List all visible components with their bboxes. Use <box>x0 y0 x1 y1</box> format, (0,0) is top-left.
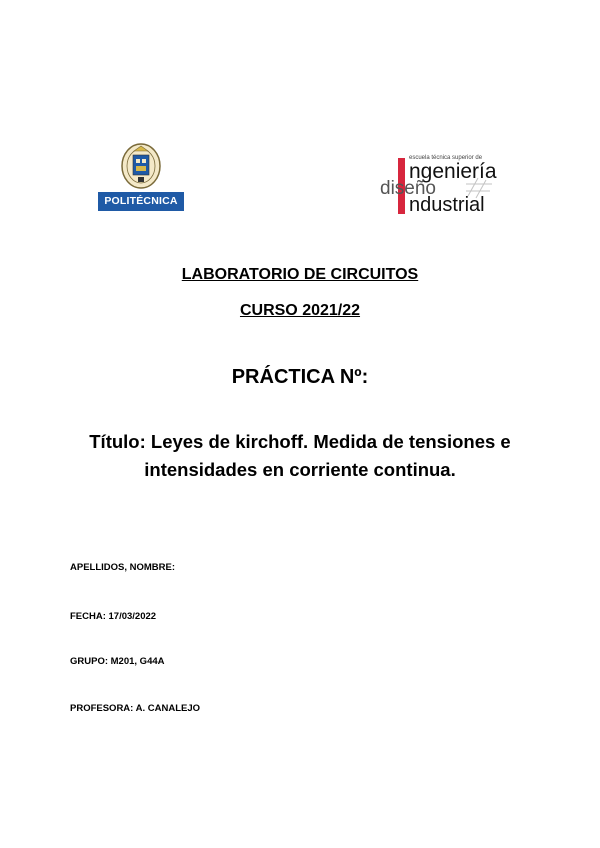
lab-title: LABORATORIO DE CIRCUITOS <box>181 266 419 283</box>
date-field: FECHA: 17/03/2022 <box>70 611 157 622</box>
practice-title-line-2: intensidades en corriente continua. <box>144 459 456 480</box>
etsidi-school-text: escuela técnica superior de <box>409 155 483 161</box>
practice-title-line-1: Título: Leyes de kirchoff. Medida de tensiones e <box>89 431 511 452</box>
etsidi-logo <box>378 152 508 218</box>
group-field: GRUPO: M201, G44A <box>70 656 165 667</box>
names-field: APELLIDOS, NOMBRE: <box>70 562 176 573</box>
practice-number: PRÁCTICA Nº: <box>231 366 369 388</box>
etsidi-word-industrial: ndustrial <box>409 194 485 216</box>
upm-logo <box>98 142 184 212</box>
etsidi-word-diseno: diseño <box>380 178 436 199</box>
teacher-field: PROFESORA: A. CANALEJO <box>70 703 201 714</box>
upm-crest-icon <box>120 142 162 190</box>
course-year: CURSO 2021/22 <box>239 302 361 319</box>
etsidi-word-ingenieria: ngeniería <box>409 160 497 183</box>
hatch-icon <box>464 176 494 200</box>
practice-title <box>0 428 600 484</box>
upm-banner: POLITÉCNICA <box>98 192 184 211</box>
